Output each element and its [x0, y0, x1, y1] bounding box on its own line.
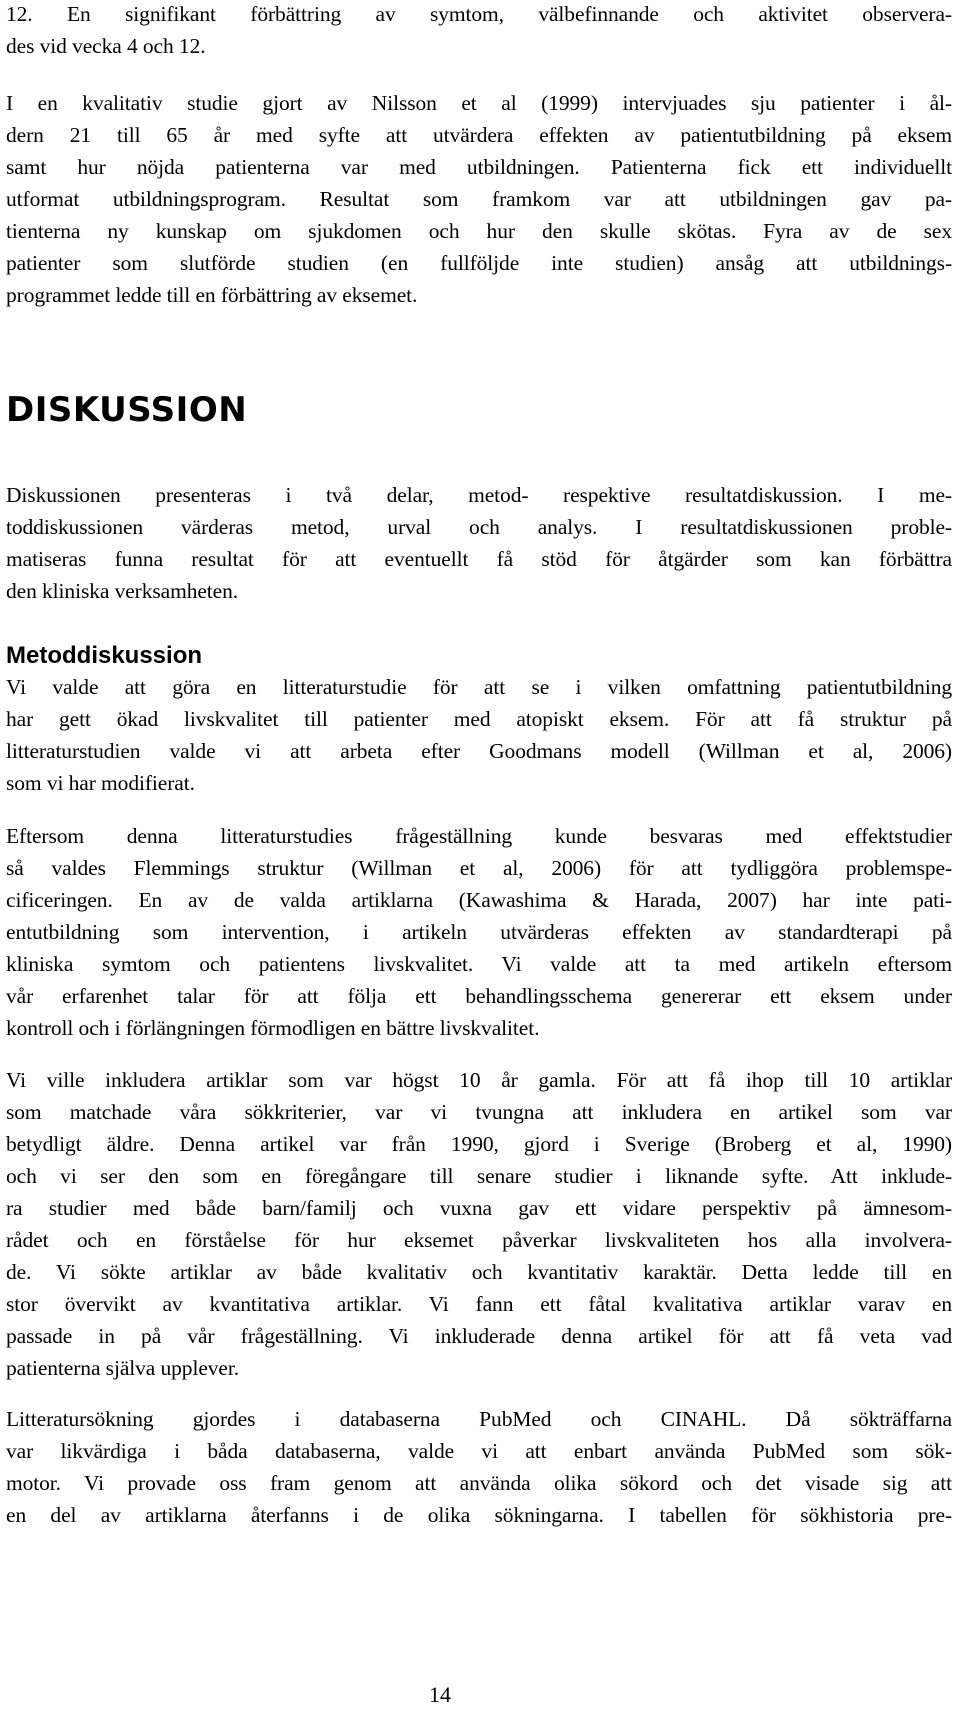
text-line: kliniska symtom och patientens livskvalitet. Vi valde att ta med artikeln eftersom — [6, 952, 952, 976]
paragraph-nilsson-study — [6, 87, 952, 311]
text-line: som matchade våra sökkriterier, var vi tvungna att inkludera en artikel som var — [6, 1100, 952, 1124]
subsection-heading-metoddiskussion: Metoddiskussion — [6, 642, 203, 669]
text-line: Vi ville inkludera artiklar som var högst 10 år gamla. För att få ihop till 10 artiklar — [6, 1068, 952, 1092]
text-line: cificeringen. En av de valda artiklarna (Kawashima & Harada, 2007) har inte pati- — [6, 888, 952, 912]
text-line: var likvärdiga i båda databaserna, valde vi att enbart använda PubMed som sök- — [6, 1439, 952, 1463]
text-line: motor. Vi provade oss fram genom att använda olika sökord och det visade sig att — [6, 1471, 952, 1495]
text-line: rådet och en förståelse för hur eksemet påverkar livskvaliteten hos alla involvera- — [6, 1228, 952, 1252]
page-number: 14 — [429, 1682, 451, 1707]
text-line: stor övervikt av kvantitativa artiklar. Vi fann ett fåtal kvalitativa artiklar varav en — [6, 1292, 952, 1316]
text-line: passade in på vår frågeställning. Vi inkluderade denna artikel för att få veta vad — [6, 1324, 952, 1348]
paragraph-article-selection — [6, 1064, 952, 1384]
text-line: programmet ledde till en förbättring av eksemet. — [6, 283, 418, 307]
text-line: I en kvalitativ studie gjort av Nilsson et al (1999) intervjuades sju patienter i ål- — [6, 91, 952, 115]
text-line: Eftersom denna litteraturstudies frågeställning kunde besvaras med effektstudier — [6, 824, 952, 848]
text-line: Litteratursökning gjordes i databaserna PubMed och CINAHL. Då sökträffarna — [6, 1407, 952, 1431]
text-line: entutbildning som intervention, i artikeln utvärderas effekten av standardterapi på — [6, 920, 952, 944]
text-line: så valdes Flemmings struktur (Willman et al, 2006) för att tydliggöra problemspe- — [6, 856, 952, 880]
section-heading-diskussion: DISKUSSION — [6, 390, 248, 430]
text-line: har gett ökad livskvalitet till patienter med atopiskt eksem. För att få struktur på — [6, 707, 952, 731]
text-line: samt hur nöjda patienterna var med utbildningen. Patienterna fick ett individuellt — [6, 155, 952, 179]
text-line: vår erfarenhet talar för att följa ett behandlingsschema genererar ett eksem under — [6, 984, 952, 1008]
text-line: den kliniska verksamheten. — [6, 579, 239, 603]
text-line: utformat utbildningsprogram. Resultat som framkom var att utbildningen gav pa- — [6, 187, 952, 211]
text-line: betydligt äldre. Denna artikel var från 1990, gjord i Sverige (Broberg et al, 1990) — [6, 1132, 952, 1156]
text-line: Diskussionen presenteras i två delar, metod- respektive resultatdiskussion. I me- — [6, 483, 952, 507]
text-line: 12. En signifikant förbättring av symtom, välbefinnande och aktivitet observera- — [6, 2, 952, 26]
text-line: ra studier med både barn/familj och vuxna gav ett vidare perspektiv på ämnesom- — [6, 1196, 952, 1220]
text-line: toddiskussionen värderas metod, urval och analys. I resultatdiskussionen proble- — [6, 515, 952, 539]
text-line: de. Vi sökte artiklar av både kvalitativ och kvantitativ karaktär. Detta ledde till en — [6, 1260, 952, 1284]
text-line: litteraturstudien valde vi att arbeta efter Goodmans modell (Willman et al, 2006) — [6, 739, 952, 763]
paragraph-literature-search — [6, 1403, 952, 1531]
text-line: des vid vecka 4 och 12. — [6, 34, 206, 58]
paragraph-flemming-structure — [6, 820, 952, 1044]
text-line: Vi valde att göra en litteraturstudie för att se i vilken omfattning patientutbildning — [6, 675, 952, 699]
text-line: dern 21 till 65 år med syfte att utvärdera effekten av patientutbildning på eksem — [6, 123, 952, 147]
text-line: patienterna själva upplever. — [6, 1356, 240, 1380]
text-line: en del av artiklarna återfanns i de olika sökningarna. I tabellen för sökhistoria pre- — [6, 1503, 952, 1527]
text-line: som vi har modifierat. — [6, 771, 195, 795]
text-line: och vi ser den som en föregångare till senare studier i liknande syfte. Att inklude- — [6, 1164, 952, 1188]
text-line: kontroll och i förlängningen förmodligen en bättre livskvalitet. — [6, 1016, 540, 1040]
text-line: patienter som slutförde studien (en fullföljde inte studien) ansåg att utbildnings- — [6, 251, 952, 275]
text-line: tienterna ny kunskap om sjukdomen och hur den skulle skötas. Fyra av de sex — [6, 219, 952, 243]
text-line: matiseras funna resultat för att eventuellt få stöd för åtgärder som kan förbättra — [6, 547, 952, 571]
paragraph-method-choice — [6, 671, 952, 799]
paragraph-discussion-intro — [6, 479, 952, 607]
paragraph-results-continued — [6, 0, 952, 62]
